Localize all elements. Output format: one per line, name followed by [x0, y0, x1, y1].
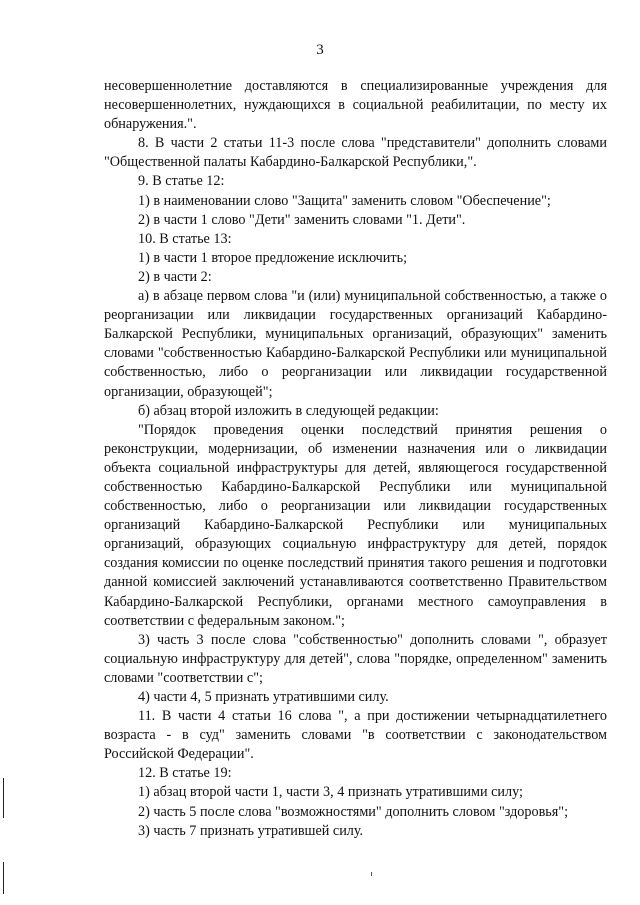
paragraph: 1) в части 1 второе предложение исключить;	[138, 249, 408, 266]
paragraph: 8. В части 2 статьи 11-3 после слова "представители" дополнить словами "Общественной палаты Кабардино-Балкарской Республики,".	[104, 135, 607, 171]
paragraph: несовершеннолетние доставляются в специализированные учреждения для несовершеннолетних, нуждающихся в социальной реабилитации, по месту их обнаружения.".	[104, 78, 607, 133]
paragraph: 2) часть 5 после слова "возможностями" дополнить словом "здоровья";	[138, 803, 569, 820]
paragraph: 9. В статье 12:	[138, 173, 225, 190]
scan-margin-line	[3, 862, 4, 894]
page-number: 3	[316, 42, 324, 58]
scan-margin-line	[3, 778, 4, 818]
paragraph: 2) в части 1 слово "Дети" заменить словами "1. Дети".	[138, 211, 466, 228]
paragraph: 3) часть 3 после слова "собственностью" дополнить словами ", образует социальную инфраструктуру для детей", слова "порядке, определенном" заменить словами "соответствии с";	[104, 631, 607, 686]
paragraph: 1) абзац второй части 1, части 3, 4 признать утратившими силу;	[138, 784, 523, 801]
paragraph: а) в абзаце первом слова "и (или) муниципальной собственностью, а также о реорганизации или ликвидации государственных организаций Кабардино-Балкарской Республики, муниципальных организаций, образующих" заменить словами "собственностью Кабардино-Балкарской Республики или муниципальной собственностью, либо о реорганизации или ликвидации государственной организации, образующей";	[104, 288, 607, 400]
paragraph: 11. В части 4 статьи 16 слова ", а при достижении четырнадцатилетнего возраста - в суд" заменить словами "в соответствии с законодательством Российской Федерации".	[104, 708, 607, 763]
paragraph: 2) в части 2:	[138, 268, 212, 285]
paragraph: 3) часть 7 признать утратившей силу.	[138, 822, 364, 839]
paragraph: б) абзац второй изложить в следующей редакции:	[138, 402, 439, 419]
paragraph: 10. В статье 13:	[138, 230, 232, 247]
scan-speck	[371, 872, 372, 876]
paragraph: 12. В статье 19:	[138, 765, 232, 782]
document-body	[104, 77, 607, 841]
paragraph: 1) в наименовании слово "Защита" заменить словом "Обеспечение";	[138, 192, 551, 209]
paragraph: "Порядок проведения оценки последствий принятия решения о реконструкции, модернизации, об изменении назначения или о ликвидации объекта социальной инфраструктуры для детей, являющегося государственной собственностью Кабардино-Балкарской Республики или муниципальной собственностью, либо о реорганизации или ликвидации государственных организаций Кабардино-Балкарской Республики или муниципальных организаций, образующих социальную инфраструктуру для детей, порядок создания комиссии по оценке последствий принятия такого решения и подготовки данной комиссией заключений устанавливаются соответственно Правительством Кабардино-Балкарской Республики, органами местного самоуправления в соответствии с федеральным законом.";	[104, 421, 607, 629]
paragraph: 4) части 4, 5 признать утратившими силу.	[138, 689, 389, 705]
